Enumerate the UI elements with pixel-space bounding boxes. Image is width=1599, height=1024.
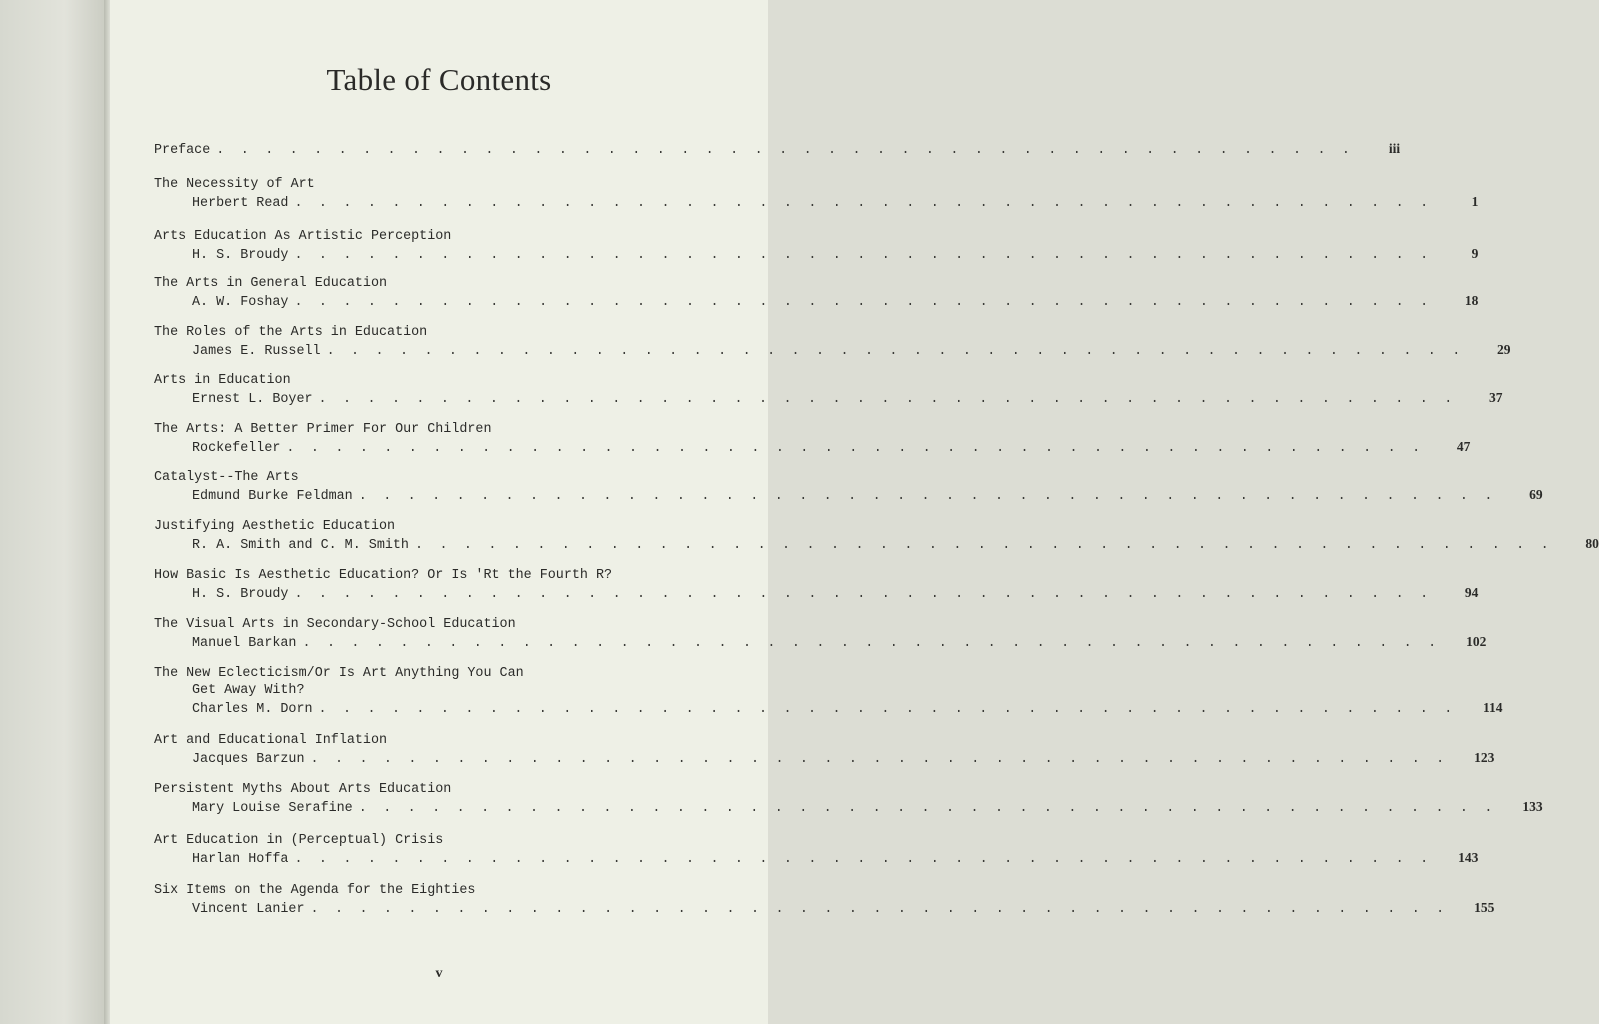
toc-entry	[154, 832, 1479, 867]
entry-page-number: 155	[1474, 900, 1495, 915]
entry-author: Ernest L. Boyer	[192, 391, 319, 408]
entry-line	[154, 832, 734, 849]
entry-leader-line	[154, 140, 1401, 158]
entry-leader-line	[154, 798, 1543, 816]
entry-author: A. W. Foshay	[192, 294, 294, 311]
toc-entry	[154, 176, 1479, 211]
entry-leader-line	[154, 486, 1543, 504]
dot-leader: . . . . . . . . . . . . . . . . . . . . . . . . . . . . . . . . . . . . . . . . . . . . . . .	[294, 248, 1433, 263]
page-title: Table of Contents	[326, 62, 552, 97]
entry-leader-line	[154, 341, 1511, 359]
toc-entry	[154, 665, 1503, 717]
entry-title: Art and Educational Inflation	[154, 733, 388, 748]
dot-leader: . . . . . . . . . . . . . . . . . . . . . . . . . . . . . . . . . . . . . . . . . . . . . . .	[326, 344, 1465, 359]
entry-leader-line	[154, 849, 1479, 867]
dot-leader: . . . . . . . . . . . . . . . . . . . . . . . . . . . . . . . . . . . . . . . . . . . . . . .	[294, 852, 1433, 867]
toc-entry	[154, 469, 1543, 504]
toc-entry	[154, 324, 1511, 359]
entry-author: H. S. Broudy	[192, 247, 294, 264]
entry-page-number: 9	[1471, 246, 1479, 261]
entry-page-number: 102	[1466, 634, 1487, 649]
entry-page-number: iii	[1388, 141, 1401, 156]
entry-page-number: 37	[1488, 390, 1503, 405]
entry-line	[154, 275, 734, 292]
entry-leader-line	[154, 535, 1599, 553]
entry-page-number: 94	[1464, 585, 1479, 600]
dot-leader: . . . . . . . . . . . . . . . . . . . . . . . . . . . . . . . . . . . . . . . . . . . . . . .	[310, 752, 1449, 767]
toc-entry	[154, 732, 1495, 767]
entry-line	[154, 567, 734, 584]
entry-line	[154, 882, 734, 899]
dot-leader: . . . . . . . . . . . . . . . . . . . . . . . . . . . . . . . . . . . . . . . . . . . . . . .	[286, 441, 1425, 456]
toc-entry	[154, 372, 1503, 407]
entry-line	[154, 616, 734, 633]
entry-leader-line	[154, 245, 1479, 263]
entry-leader-line	[154, 389, 1503, 407]
toc-entry	[154, 140, 1401, 158]
entry-leader-line	[154, 292, 1479, 310]
toc-entry	[154, 781, 1543, 816]
dot-leader: . . . . . . . . . . . . . . . . . . . . . . . . . . . . . . . . . . . . . . . . . . . . . . .	[358, 489, 1497, 504]
entry-line	[154, 682, 734, 699]
entry-author: R. A. Smith and C. M. Smith	[192, 537, 415, 554]
facing-page	[0, 0, 108, 1024]
entry-title: Justifying Aesthetic Education	[154, 519, 396, 534]
entry-author: Harlan Hoffa	[192, 851, 294, 868]
entry-title: How Basic Is Aesthetic Education? Or Is 'Rt the Fourth R?	[154, 568, 613, 583]
entry-title: The Visual Arts in Secondary-School Education	[154, 617, 516, 632]
entry-page-number: 114	[1482, 700, 1503, 715]
entry-line	[154, 732, 734, 749]
dot-leader: . . . . . . . . . . . . . . . . . . . . . . . . . . . . . . . . . . . . . . . . . . . . . . .	[294, 587, 1433, 602]
entry-line	[154, 372, 734, 389]
entry-title: Art Education in (Perceptual) Crisis	[154, 833, 444, 848]
entry-leader-line	[154, 584, 1479, 602]
entry-page-number: 29	[1497, 342, 1511, 357]
entry-page-number: 80	[1585, 536, 1599, 551]
entry-page-number: 1	[1471, 194, 1479, 209]
entry-page-number: 143	[1458, 850, 1479, 865]
entry-author: Jacques Barzun	[192, 751, 311, 768]
entry-page-number: 18	[1464, 293, 1479, 308]
dot-leader: . . . . . . . . . . . . . . . . . . . . . . . . . . . . . . . . . . . . . . . . . . . . . . .	[318, 702, 1457, 717]
toc-entry	[154, 616, 1487, 651]
entry-page-number: 69	[1529, 487, 1543, 502]
entry-title: The New Eclecticism/Or Is Art Anything You Can	[154, 666, 524, 681]
entry-title: Six Items on the Agenda for the Eighties	[154, 883, 476, 898]
entry-line	[154, 324, 734, 341]
entry-title: The Roles of the Arts in Education	[154, 325, 428, 340]
entry-page-number: 133	[1522, 799, 1543, 814]
entry-author: Charles M. Dorn	[192, 701, 319, 718]
page-number: v	[435, 966, 443, 981]
toc-entry	[154, 567, 1479, 602]
entry-author: Rockefeller	[192, 440, 286, 457]
entry-title: Persistent Myths About Arts Education	[154, 782, 452, 797]
entry-page-number: 47	[1456, 439, 1471, 454]
entry-author: James E. Russell	[192, 343, 327, 360]
entry-title: Arts in Education	[154, 373, 291, 388]
entry-author: Vincent Lanier	[192, 901, 311, 918]
entry-author: Edmund Burke Feldman	[192, 488, 359, 505]
entry-page-number: 123	[1474, 750, 1495, 765]
dot-leader: . . . . . . . . . . . . . . . . . . . . . . . . . . . . . . . . . . . . . . . . . . . . . . .	[302, 636, 1441, 651]
entry-title: The Arts in General Education	[154, 276, 388, 291]
entry-author: H. S. Broudy	[192, 586, 294, 603]
entry-leader-line	[154, 749, 1495, 767]
toc-entry	[154, 421, 1471, 456]
dot-leader: . . . . . . . . . . . . . . . . . . . . . . . . . . . . . . . . . . . . . . . . . . . . . . .	[294, 295, 1433, 310]
dot-leader: . . . . . . . . . . . . . . . . . . . . . . . . . . . . . . . . . . . . . . . . . . . . . . .	[358, 801, 1497, 816]
toc-entry	[154, 228, 1479, 263]
toc-entry	[154, 518, 1599, 553]
entry-line	[154, 665, 734, 682]
entry-line	[154, 518, 734, 535]
entry-leader-line	[154, 633, 1487, 651]
entry-title: Arts Education As Artistic Perception	[154, 229, 452, 244]
entry-author: Mary Louise Serafine	[192, 800, 359, 817]
dot-leader: . . . . . . . . . . . . . . . . . . . . . . . . . . . . . . . . . . . . . . . . . . . . . . .	[310, 902, 1449, 917]
entry-title: The Necessity of Art	[154, 177, 315, 192]
entry-leader-line	[154, 899, 1495, 917]
entry-leader-line	[154, 438, 1471, 456]
dot-leader: . . . . . . . . . . . . . . . . . . . . . . . . . . . . . . . . . . . . . . . . . . . . . . .	[294, 196, 1433, 211]
entry-author: Herbert Read	[192, 195, 294, 212]
dot-leader: . . . . . . . . . . . . . . . . . . . . . . . . . . . . . . . . . . . . . . . . . . . . . . .	[318, 392, 1457, 407]
entry-leader-line	[154, 699, 1503, 717]
entry-author: Manuel Barkan	[192, 635, 302, 652]
toc-entry	[154, 275, 1479, 310]
entry-line	[154, 469, 734, 486]
entry-title: Catalyst--The Arts	[154, 470, 299, 485]
entry-line	[154, 781, 734, 798]
entry-title-continued: Get Away With?	[192, 683, 305, 698]
entry-title: Preface	[154, 142, 216, 159]
entry-line	[154, 421, 734, 438]
entry-title: The Arts: A Better Primer For Our Children	[154, 422, 492, 437]
dot-leader: . . . . . . . . . . . . . . . . . . . . . . . . . . . . . . . . . . . . . . . . . . . . . . .	[414, 538, 1553, 553]
toc-entry	[154, 882, 1495, 917]
book-page	[110, 0, 1599, 1024]
dot-leader: . . . . . . . . . . . . . . . . . . . . . . . . . . . . . . . . . . . . . . . . . . . . . . .	[216, 143, 1355, 158]
entry-line	[154, 228, 734, 245]
entry-line	[154, 176, 734, 193]
entry-leader-line	[154, 193, 1479, 211]
